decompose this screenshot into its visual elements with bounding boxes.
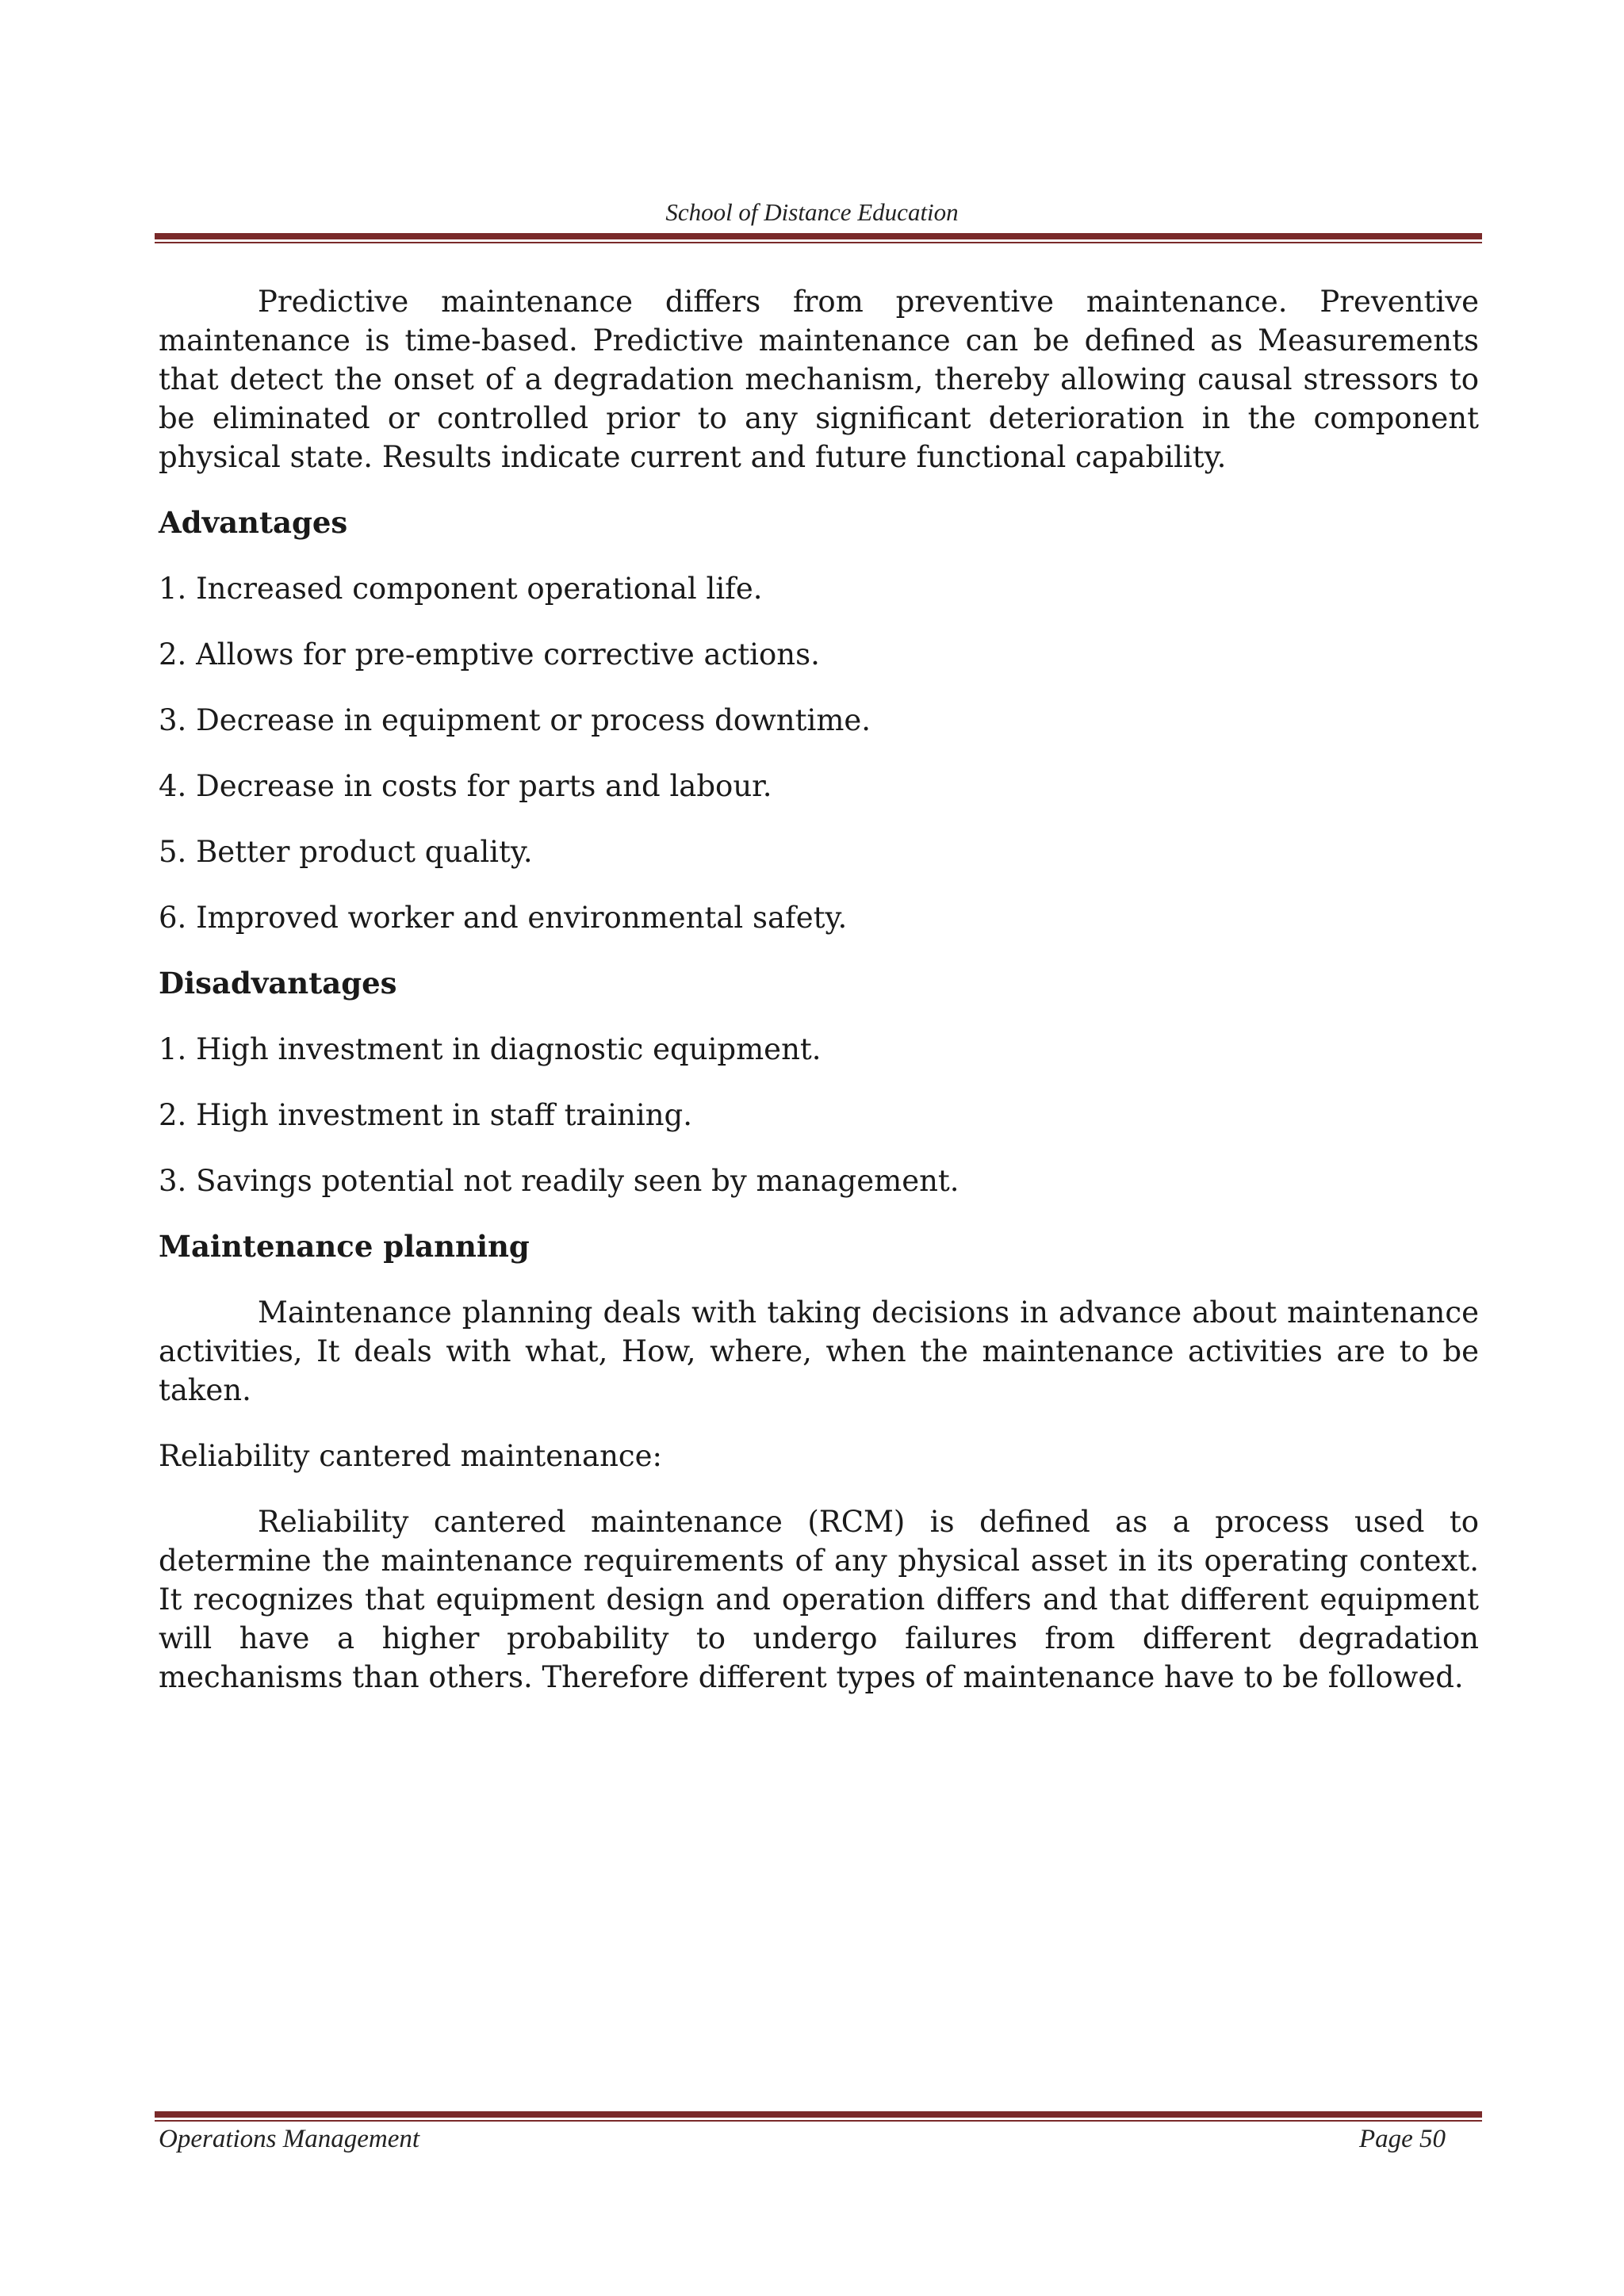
list-item: 6. Improved worker and environmental safety. bbox=[159, 901, 848, 935]
advantages-list bbox=[159, 569, 1479, 937]
list-item: 1. Increased component operational life. bbox=[159, 572, 763, 606]
disadvantages-heading: Disadvantages bbox=[159, 966, 397, 1001]
advantages-heading: Advantages bbox=[159, 505, 348, 540]
header-divider bbox=[155, 233, 1482, 243]
rcm-heading: Reliability cantered maintenance: bbox=[159, 1439, 662, 1473]
maintenance-planning-paragraph: Maintenance planning deals with taking decisions in advance about maintenance activities, It deals with what, How, where, when the maintenance activities are to be taken. bbox=[159, 1295, 1479, 1407]
intro-paragraph: Predictive maintenance differs from preventive maintenance. Preventive maintenance is time-based. Predictive maintenance can be defined as Measurements that detect the onset of a degradation mechanism, thereby allowing causal stressors to be eliminated or controlled prior to any significant deterioration in the component physical state. Results indicate current and future functional capability. bbox=[159, 285, 1479, 474]
list-item: 2. Allows for pre-emptive corrective actions. bbox=[159, 637, 820, 672]
rcm-paragraph: Reliability cantered maintenance (RCM) is defined as a process used to determine the maintenance requirements of any physical asset in its operating context. It recognizes that equipment design and operation differs and that different equipment will have a higher probability to undergo failures from different degradation mechanisms than others. Therefore different types of maintenance have to be followed. bbox=[159, 1505, 1479, 1694]
footer-course-title: Operations Management bbox=[159, 2125, 420, 2153]
list-item: 3. Decrease in equipment or process downtime. bbox=[159, 703, 871, 737]
footer-divider-thick bbox=[155, 2111, 1482, 2118]
header-divider-thin bbox=[155, 242, 1482, 243]
disadvantages-list bbox=[159, 1030, 1479, 1200]
list-item: 4. Decrease in costs for parts and labour. bbox=[159, 769, 772, 803]
list-item: 5. Better product quality. bbox=[159, 835, 533, 869]
list-item: 1. High investment in diagnostic equipment. bbox=[159, 1032, 822, 1066]
list-item: 2. High investment in staff training. bbox=[159, 1098, 692, 1132]
footer-divider bbox=[155, 2111, 1482, 2122]
header-divider-thick bbox=[155, 233, 1482, 239]
maintenance-planning-heading: Maintenance planning bbox=[159, 1229, 530, 1264]
list-item: 3. Savings potential not readily seen by management. bbox=[159, 1164, 959, 1198]
footer-divider-thin bbox=[155, 2120, 1482, 2122]
footer-page-number: Page 50 bbox=[1358, 2125, 1446, 2153]
page-content bbox=[159, 282, 1479, 1724]
header-title: School of Distance Education bbox=[665, 198, 959, 226]
